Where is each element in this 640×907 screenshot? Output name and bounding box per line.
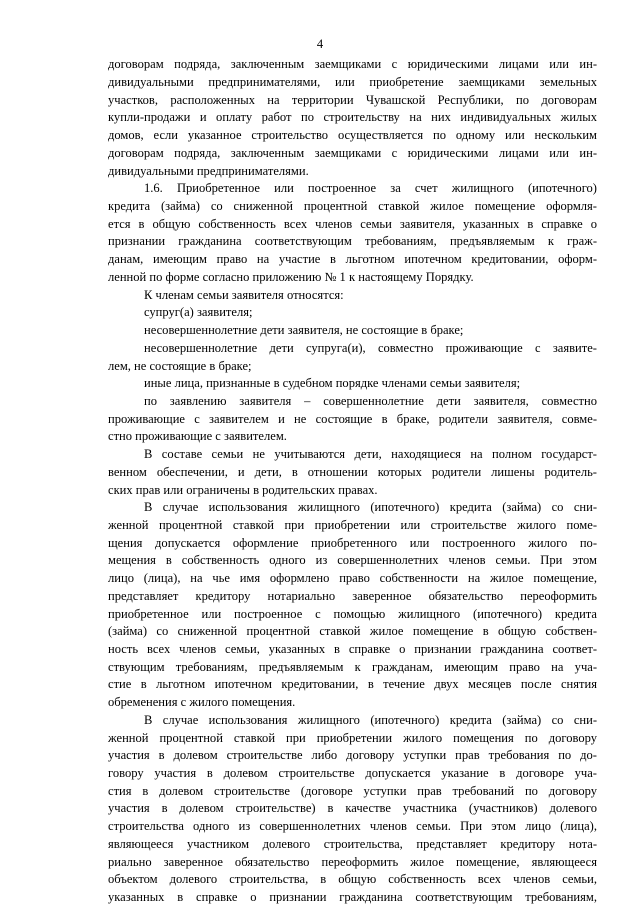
text-line xyxy=(108,641,597,659)
paragraph xyxy=(108,375,597,393)
text-line xyxy=(108,109,597,127)
line-text: В случае использования жилищного (ипотечного) кредита (займа) со сни- xyxy=(144,712,597,727)
line-text: договорам подряда, заключенным заемщиками с юридическими лицами или ин- xyxy=(108,145,597,160)
text-line xyxy=(108,92,597,110)
line-text: несовершеннолетние дети заявителя, не состоящие в браке; xyxy=(144,323,464,338)
line-text: домов, если указанное строительство осуществляется по одному или нескольким xyxy=(108,128,597,143)
text-line xyxy=(108,340,597,358)
text-line xyxy=(108,411,597,429)
text-line xyxy=(108,783,597,801)
paragraph xyxy=(108,446,597,499)
text-line xyxy=(108,517,597,535)
text-line xyxy=(108,694,597,712)
line-text: договорам подряда, заключенным заемщиками с юридическими лицами или ин- xyxy=(108,57,597,72)
line-text: объектом долевого строительства, в общую собственность всех членов семьи, xyxy=(108,872,597,887)
text-line xyxy=(108,428,597,446)
text-line xyxy=(108,854,597,872)
line-text: мещения в собственность одного из совершеннолетних членов семьи. При этом xyxy=(108,553,597,568)
line-text: стие в льготном ипотечном кредитовании, в течение двух месяцев после снятия xyxy=(108,677,597,692)
paragraph xyxy=(108,393,597,446)
text-line xyxy=(108,464,597,482)
line-text: ется в общую собственность всех членов семьи заявителя, указанных в справке о xyxy=(108,216,597,231)
text-line xyxy=(108,570,597,588)
paragraph xyxy=(108,712,597,907)
paragraph xyxy=(108,287,597,305)
text-line xyxy=(108,606,597,624)
line-text: признании гражданина соответствующим требованиям, предъявляемым к граж- xyxy=(108,234,597,249)
line-text: венном обеспечении, и дети, в отношении которых родители лишены родитель- xyxy=(108,464,597,479)
line-text: приобретенное или построенное с помощью жилищного (ипотечного) кредита xyxy=(108,606,597,621)
line-text: 1.6. Приобретенное или построенное за счет жилищного (ипотечного) xyxy=(144,181,597,196)
page-number: 4 xyxy=(316,37,324,51)
text-line xyxy=(108,74,597,92)
text-line xyxy=(108,287,597,305)
text-line xyxy=(108,269,597,287)
paragraph xyxy=(108,180,597,286)
text-line xyxy=(108,499,597,517)
text-line xyxy=(108,712,597,730)
text-line xyxy=(108,818,597,836)
paragraph xyxy=(108,340,597,375)
paragraph xyxy=(108,304,597,322)
line-text: щения допускается оформление приобретенного или построенного жилого по- xyxy=(108,535,597,550)
line-text: указанных в справке о признании гражданина соответствующим требованиям, xyxy=(108,890,597,905)
text-line xyxy=(108,163,597,181)
paragraph xyxy=(108,322,597,340)
line-text: обременения с жилого помещения. xyxy=(108,695,296,710)
text-line xyxy=(108,836,597,854)
line-text: женной процентной ставкой при приобретении жилого помещения по договору xyxy=(108,730,597,745)
text-line xyxy=(108,623,597,641)
line-text: представляет кредитору нотариально заверенное обязательство переоформить xyxy=(108,588,597,603)
line-text: стия в долевом строительстве (договоре уступки прав требований по договору xyxy=(108,783,597,798)
document-body xyxy=(108,56,597,907)
text-line xyxy=(108,889,597,907)
line-text: ность всех членов семьи, указанных в справке о признании гражданина соответ- xyxy=(108,642,597,657)
line-text: купли-продажи и оплату работ по строительству на них индивидуальных жилых xyxy=(108,110,597,125)
line-text: К членам семьи заявителя относятся: xyxy=(144,287,344,302)
paragraph xyxy=(108,56,597,180)
line-text: женной процентной ставкой при приобретении или строительстве жилого поме- xyxy=(108,517,597,532)
text-line xyxy=(108,552,597,570)
line-text: ленной по форме согласно приложению № 1 к настоящему Порядку. xyxy=(108,269,474,284)
line-text: В составе семьи не учитываются дети, находящиеся на полном государст- xyxy=(144,447,597,462)
line-text: супруг(а) заявителя; xyxy=(144,305,253,320)
line-text: являющееся участником долевого строительства, представляет кредитору нота- xyxy=(108,836,597,851)
line-text: лем, не состоящие в браке; xyxy=(108,358,252,373)
text-line xyxy=(108,358,597,376)
text-line xyxy=(108,56,597,74)
line-text: участия в долевом строительстве либо договору уступки прав требования по до- xyxy=(108,748,597,763)
line-text: по заявлению заявителя – совершеннолетние дети заявителя, совместно xyxy=(144,393,597,408)
text-line xyxy=(108,800,597,818)
text-line xyxy=(108,322,597,340)
text-line xyxy=(108,180,597,198)
text-line xyxy=(108,871,597,889)
line-text: риально заверенное обязательство переоформить жилое помещение, являющееся xyxy=(108,854,597,869)
text-line xyxy=(108,393,597,411)
line-text: участия в долевом строительстве) в качестве участника (участников) долевого xyxy=(108,801,597,816)
text-line xyxy=(108,198,597,216)
line-text: ствующим требованиям, предъявляемым к гражданам, имеющим право на уча- xyxy=(108,659,597,674)
text-line xyxy=(108,482,597,500)
line-text: лицо (лица), на чье имя оформлено право собственности на жилое помещение, xyxy=(108,571,597,586)
text-line xyxy=(108,233,597,251)
line-text: дивидуальными предпринимателями, или приобретение заемщиками земельных xyxy=(108,75,597,90)
text-line xyxy=(108,127,597,145)
line-text: несовершеннолетние дети супруга(и), совместно проживающие с заявите- xyxy=(144,340,597,355)
line-text: иные лица, признанные в судебном порядке членами семьи заявителя; xyxy=(144,376,521,391)
text-line xyxy=(108,535,597,553)
text-line xyxy=(108,216,597,234)
text-line xyxy=(108,765,597,783)
line-text: кредита (займа) со сниженной процентной ставкой жилое помещение оформля- xyxy=(108,199,597,214)
text-line xyxy=(108,145,597,163)
line-text: ских прав или ограничены в родительских правах. xyxy=(108,482,378,497)
line-text: стно проживающие с заявителем. xyxy=(108,429,287,444)
line-text: строительства одного из совершеннолетних членов семьи. При этом лицо (лица), xyxy=(108,819,597,834)
text-line xyxy=(108,676,597,694)
text-line xyxy=(108,747,597,765)
text-line xyxy=(108,588,597,606)
line-text: данам, имеющим право на участие в льготном ипотечном кредитовании, оформ- xyxy=(108,252,597,267)
text-line xyxy=(108,375,597,393)
line-text: дивидуальными предпринимателями. xyxy=(108,163,309,178)
line-text: говору участия в долевом строительстве допускается указание в договоре уча- xyxy=(108,766,597,781)
line-text: (займа) со сниженной процентной ставкой жилое помещение в общую собствен- xyxy=(108,624,597,639)
text-line xyxy=(108,446,597,464)
text-line xyxy=(108,304,597,322)
text-line xyxy=(108,251,597,269)
text-line xyxy=(108,659,597,677)
line-text: участков, расположенных на территории Чувашской Республики, по договорам xyxy=(108,92,597,107)
paragraph xyxy=(108,499,597,712)
line-text: В случае использования жилищного (ипотечного) кредита (займа) со сни- xyxy=(144,500,597,515)
line-text: проживающие с заявителем и не состоящие в браке, родители заявителя, совме- xyxy=(108,411,597,426)
text-line xyxy=(108,730,597,748)
